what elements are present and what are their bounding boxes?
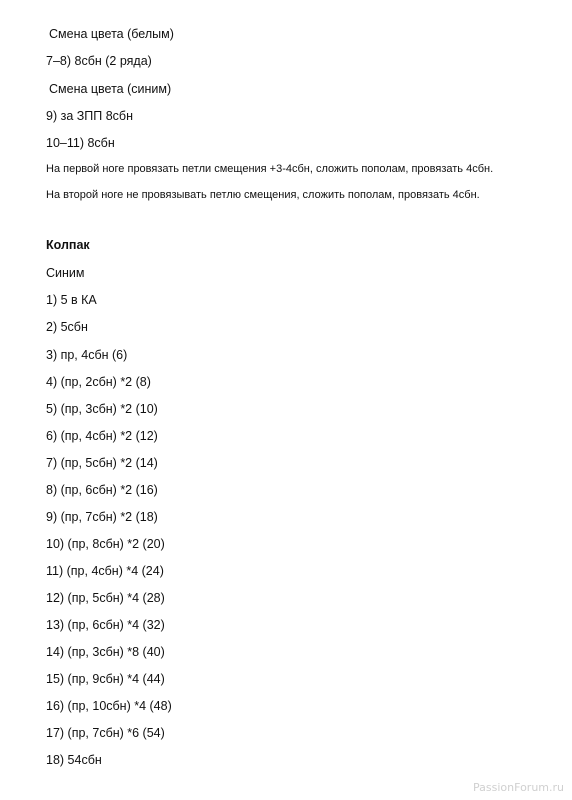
row-10-11: 10–11) 8сбн [46,136,115,150]
pattern-row: 13) (пр, 6сбн) *4 (32) [46,618,165,632]
pattern-row: 11) (пр, 4сбн) *4 (24) [46,564,164,578]
pattern-row: 15) (пр, 9сбн) *4 (44) [46,672,165,686]
pattern-row: 16) (пр, 10сбн) *4 (48) [46,699,172,713]
pattern-row: 14) (пр, 3сбн) *8 (40) [46,645,165,659]
pattern-row: 17) (пр, 7сбн) *6 (54) [46,726,165,740]
section-color: Синим [46,266,85,280]
note-first-leg: На первой ноге провязать петли смещения +3-4сбн, сложить пополам, провязать 4сбн. [46,163,494,175]
pattern-row: 2) 5сбн [46,320,88,334]
pattern-row: 4) (пр, 2сбн) *2 (8) [46,375,151,389]
row-9: 9) за ЗПП 8сбн [46,109,133,123]
section-title: Колпак [46,238,90,252]
pattern-row: 18) 54сбн [46,753,102,767]
pattern-row: 6) (пр, 4сбн) *2 (12) [46,429,158,443]
color-change-white: Смена цвета (белым) [49,27,174,41]
pattern-row: 10) (пр, 8сбн) *2 (20) [46,537,165,551]
pattern-row: 7) (пр, 5сбн) *2 (14) [46,456,158,470]
note-second-leg: На второй ноге не провязывать петлю смещения, сложить пополам, провязать 4сбн. [46,189,480,201]
pattern-row: 12) (пр, 5сбн) *4 (28) [46,591,165,605]
watermark: PassionForum.ru [473,781,564,794]
pattern-row: 1) 5 в КА [46,293,97,307]
pattern-row: 8) (пр, 6сбн) *2 (16) [46,483,158,497]
row-7-8: 7–8) 8сбн (2 ряда) [46,54,152,68]
pattern-row: 5) (пр, 3сбн) *2 (10) [46,402,158,416]
pattern-row: 3) пр, 4сбн (6) [46,348,128,362]
color-change-blue: Смена цвета (синим) [49,82,172,96]
pattern-row: 9) (пр, 7сбн) *2 (18) [46,510,158,524]
